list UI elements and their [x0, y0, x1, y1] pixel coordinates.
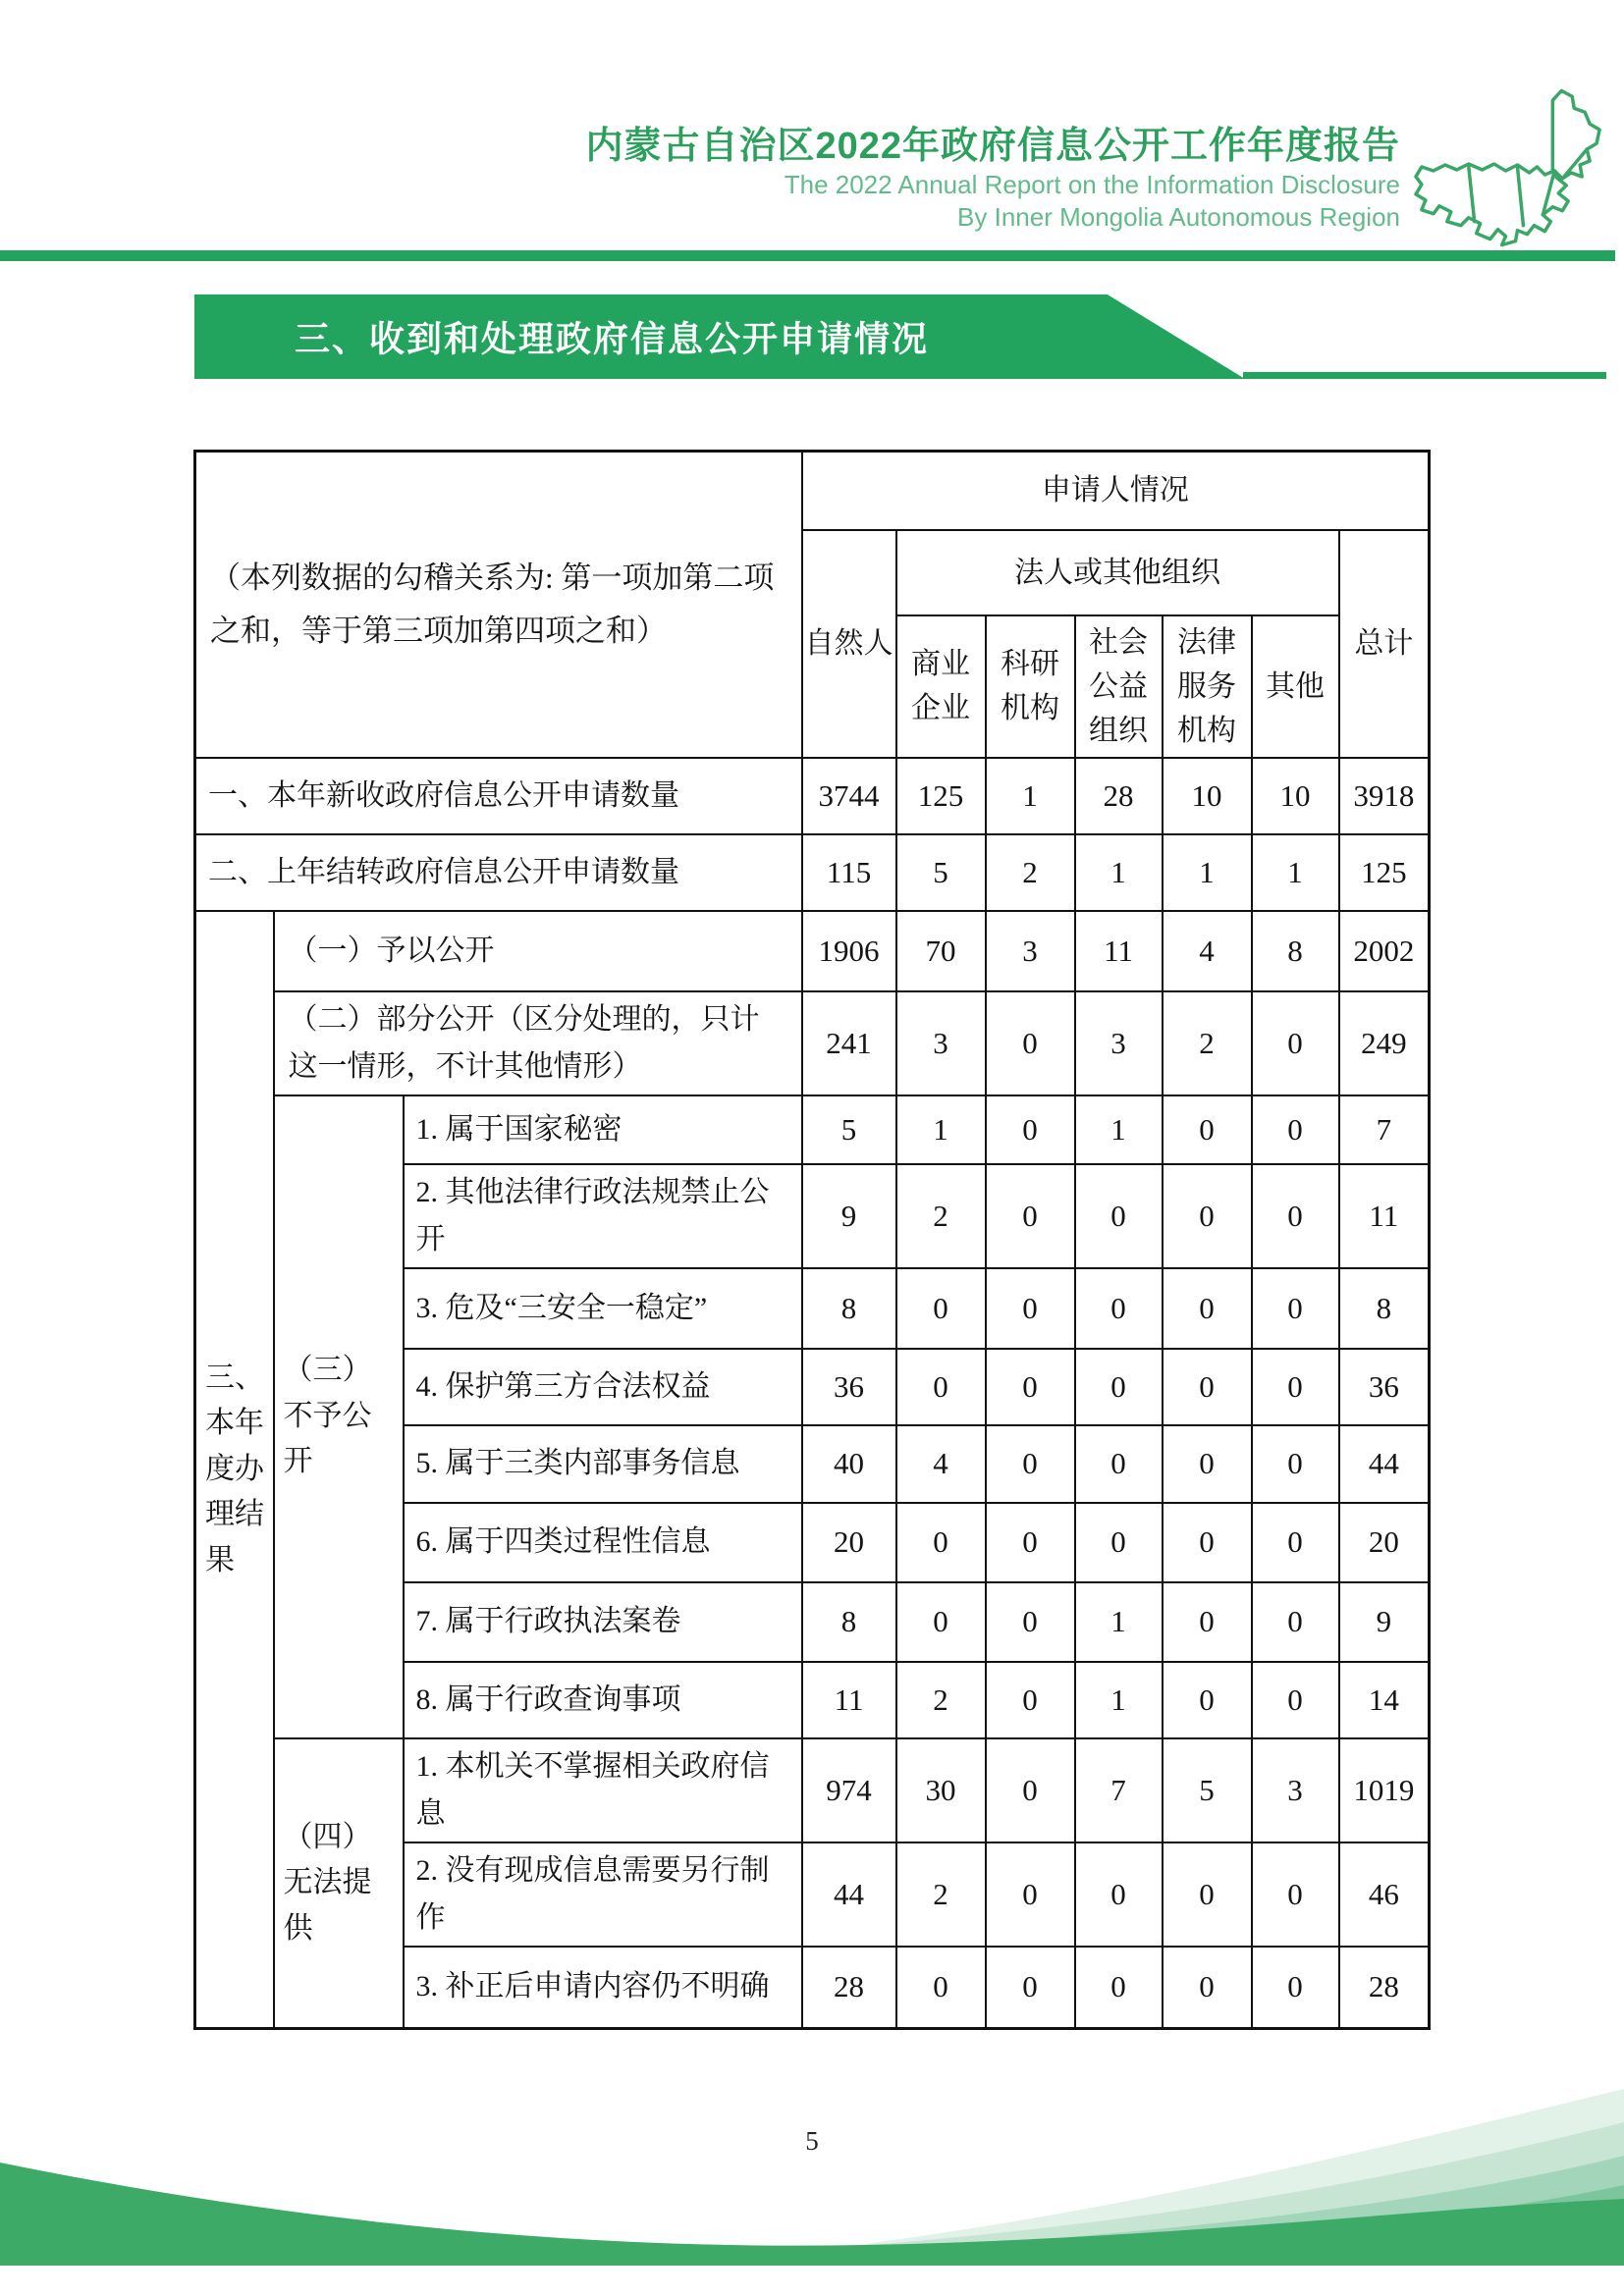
- row-label-cell: （二）部分公开（区分处理的，只计这一情形，不计其他情形）: [274, 991, 802, 1095]
- value-cell: 0: [1163, 1947, 1252, 2029]
- value-cell: 0: [986, 1582, 1075, 1662]
- table-note-cell: （本列数据的勾稽关系为: 第一项加第二项之和，等于第三项加第四项之和）: [195, 452, 802, 758]
- header-divider: [0, 250, 1615, 261]
- value-cell: 1019: [1339, 1738, 1430, 1842]
- value-cell: 1: [1075, 834, 1163, 911]
- row-label-cell: 7. 属于行政执法案卷: [404, 1582, 802, 1662]
- value-cell: 0: [1252, 1425, 1339, 1503]
- value-cell: 3: [986, 911, 1075, 991]
- value-cell: 0: [986, 1738, 1075, 1842]
- value-cell: 8: [1252, 911, 1339, 991]
- value-cell: 0: [1163, 1662, 1252, 1738]
- table-row: [195, 1095, 1430, 1164]
- value-cell: 0: [986, 1268, 1075, 1349]
- value-cell: 0: [1163, 1268, 1252, 1349]
- value-cell: 36: [1339, 1349, 1430, 1425]
- unable-section-label: （四）无法提供: [274, 1738, 404, 2029]
- value-cell: 0: [986, 1164, 1075, 1268]
- value-cell: 0: [1163, 1425, 1252, 1503]
- value-cell: 28: [1339, 1947, 1430, 2029]
- header-natural-person: 自然人: [802, 530, 896, 758]
- value-cell: 2: [1163, 991, 1252, 1095]
- header-applicant-group: 申请人情况: [802, 452, 1430, 530]
- value-cell: 0: [1075, 1503, 1163, 1582]
- report-title: 内蒙古自治区2022年政府信息公开工作年度报告: [585, 126, 1400, 167]
- header-business: 商业企业: [896, 615, 986, 758]
- value-cell: 1: [1163, 834, 1252, 911]
- value-cell: 46: [1339, 1842, 1430, 1947]
- value-cell: 3: [896, 991, 986, 1095]
- header-legal-group: 法人或其他组织: [896, 530, 1339, 615]
- row-label-cell: （一）予以公开: [274, 911, 802, 991]
- value-cell: 3918: [1339, 758, 1430, 834]
- value-cell: 0: [1075, 1268, 1163, 1349]
- value-cell: 0: [986, 1947, 1075, 2029]
- value-cell: 0: [896, 1947, 986, 2029]
- value-cell: 11: [802, 1662, 896, 1738]
- value-cell: 0: [1075, 1164, 1163, 1268]
- value-cell: 0: [986, 991, 1075, 1095]
- header-social: 社会公益组织: [1075, 615, 1163, 758]
- value-cell: 0: [896, 1268, 986, 1349]
- value-cell: 5: [896, 834, 986, 911]
- value-cell: 0: [1252, 1503, 1339, 1582]
- inner-mongolia-map-icon: [1408, 79, 1618, 251]
- value-cell: 10: [1163, 758, 1252, 834]
- value-cell: 0: [1075, 1349, 1163, 1425]
- value-cell: 36: [802, 1349, 896, 1425]
- value-cell: 2: [986, 834, 1075, 911]
- value-cell: 0: [986, 1095, 1075, 1164]
- row-label-cell: 1. 属于国家秘密: [404, 1095, 802, 1164]
- value-cell: 30: [896, 1738, 986, 1842]
- report-subtitle-en-1: The 2022 Annual Report on the Information Disclosure: [784, 170, 1400, 199]
- value-cell: 1: [986, 758, 1075, 834]
- value-cell: 7: [1339, 1095, 1430, 1164]
- header-research: 科研机构: [986, 615, 1075, 758]
- value-cell: 70: [896, 911, 986, 991]
- value-cell: 0: [1252, 1349, 1339, 1425]
- value-cell: 0: [1163, 1582, 1252, 1662]
- value-cell: 20: [1339, 1503, 1430, 1582]
- value-cell: 0: [1252, 1662, 1339, 1738]
- row-label-cell: 二、上年结转政府信息公开申请数量: [195, 834, 802, 911]
- value-cell: 0: [1252, 1842, 1339, 1947]
- value-cell: 0: [896, 1349, 986, 1425]
- value-cell: 20: [802, 1503, 896, 1582]
- value-cell: 241: [802, 991, 896, 1095]
- value-cell: 3: [1252, 1738, 1339, 1842]
- value-cell: 4: [1163, 911, 1252, 991]
- value-cell: 125: [896, 758, 986, 834]
- value-cell: 0: [896, 1582, 986, 1662]
- header-other: 其他: [1252, 615, 1339, 758]
- value-cell: 0: [986, 1425, 1075, 1503]
- value-cell: 11: [1339, 1164, 1430, 1268]
- table-row: [195, 1738, 1430, 1842]
- value-cell: 9: [802, 1164, 896, 1268]
- value-cell: 5: [802, 1095, 896, 1164]
- value-cell: 0: [1252, 1268, 1339, 1349]
- result-section-label: 三、本年度办理结果: [195, 911, 274, 2029]
- row-label-cell: 一、本年新收政府信息公开申请数量: [195, 758, 802, 834]
- row-label-cell: 5. 属于三类内部事务信息: [404, 1425, 802, 1503]
- value-cell: 2002: [1339, 911, 1430, 991]
- value-cell: 8: [1339, 1268, 1430, 1349]
- value-cell: 2: [896, 1164, 986, 1268]
- row-label-cell: 6. 属于四类过程性信息: [404, 1503, 802, 1582]
- value-cell: 1: [1075, 1662, 1163, 1738]
- table-row: [195, 758, 1430, 834]
- header-legal-service: 法律服务机构: [1163, 615, 1252, 758]
- value-cell: 44: [802, 1842, 896, 1947]
- section-banner: [194, 294, 1412, 379]
- row-label-cell: 1. 本机关不掌握相关政府信息: [404, 1738, 802, 1842]
- value-cell: 7: [1075, 1738, 1163, 1842]
- table-row: [195, 991, 1430, 1095]
- value-cell: 0: [1163, 1349, 1252, 1425]
- value-cell: 44: [1339, 1425, 1430, 1503]
- value-cell: 2: [896, 1662, 986, 1738]
- value-cell: 0: [1163, 1164, 1252, 1268]
- value-cell: 1: [1252, 834, 1339, 911]
- value-cell: 0: [1075, 1842, 1163, 1947]
- value-cell: 14: [1339, 1662, 1430, 1738]
- footer-wave-decoration: [0, 2061, 1624, 2296]
- value-cell: 0: [1252, 991, 1339, 1095]
- value-cell: 0: [896, 1503, 986, 1582]
- value-cell: 1: [1075, 1582, 1163, 1662]
- value-cell: 0: [1163, 1095, 1252, 1164]
- row-label-cell: 8. 属于行政查询事项: [404, 1662, 802, 1738]
- value-cell: 0: [986, 1842, 1075, 1947]
- value-cell: 0: [1252, 1947, 1339, 2029]
- value-cell: 0: [1163, 1842, 1252, 1947]
- value-cell: 115: [802, 834, 896, 911]
- value-cell: 5: [1163, 1738, 1252, 1842]
- row-label-cell: 4. 保护第三方合法权益: [404, 1349, 802, 1425]
- value-cell: 40: [802, 1425, 896, 1503]
- row-label-cell: 3. 危及“三安全一稳定”: [404, 1268, 802, 1349]
- value-cell: 3744: [802, 758, 896, 834]
- table-row: [195, 911, 1430, 991]
- applications-table: [193, 450, 1431, 2030]
- value-cell: 0: [1252, 1095, 1339, 1164]
- report-subtitle-en-2: By Inner Mongolia Autonomous Region: [957, 202, 1400, 232]
- value-cell: 1: [1075, 1095, 1163, 1164]
- value-cell: 28: [1075, 758, 1163, 834]
- value-cell: 0: [986, 1349, 1075, 1425]
- row-label-cell: 2. 其他法律行政法规禁止公开: [404, 1164, 802, 1268]
- section-banner-underline: [1243, 372, 1606, 379]
- row-label-cell: 2. 没有现成信息需要另行制作: [404, 1842, 802, 1947]
- value-cell: 9: [1339, 1582, 1430, 1662]
- header-total: 总计: [1339, 530, 1430, 758]
- value-cell: 28: [802, 1947, 896, 2029]
- report-header: [585, 124, 1400, 234]
- value-cell: 8: [802, 1582, 896, 1662]
- value-cell: 11: [1075, 911, 1163, 991]
- value-cell: 4: [896, 1425, 986, 1503]
- denied-section-label: （三）不予公开: [274, 1095, 404, 1738]
- value-cell: 125: [1339, 834, 1430, 911]
- value-cell: 2: [896, 1842, 986, 1947]
- row-label-cell: 3. 补正后申请内容仍不明确: [404, 1947, 802, 2029]
- value-cell: 0: [1252, 1582, 1339, 1662]
- value-cell: 0: [986, 1662, 1075, 1738]
- value-cell: 3: [1075, 991, 1163, 1095]
- value-cell: 249: [1339, 991, 1430, 1095]
- value-cell: 0: [1163, 1503, 1252, 1582]
- value-cell: 0: [1252, 1164, 1339, 1268]
- table-row: [195, 834, 1430, 911]
- value-cell: 974: [802, 1738, 896, 1842]
- value-cell: 0: [1075, 1947, 1163, 2029]
- value-cell: 1: [896, 1095, 986, 1164]
- value-cell: 8: [802, 1268, 896, 1349]
- page-number: 5: [805, 2126, 819, 2156]
- value-cell: 0: [986, 1503, 1075, 1582]
- value-cell: 1906: [802, 911, 896, 991]
- value-cell: 0: [1075, 1425, 1163, 1503]
- value-cell: 10: [1252, 758, 1339, 834]
- section-title: 三、收到和处理政府信息公开申请情况: [295, 318, 930, 359]
